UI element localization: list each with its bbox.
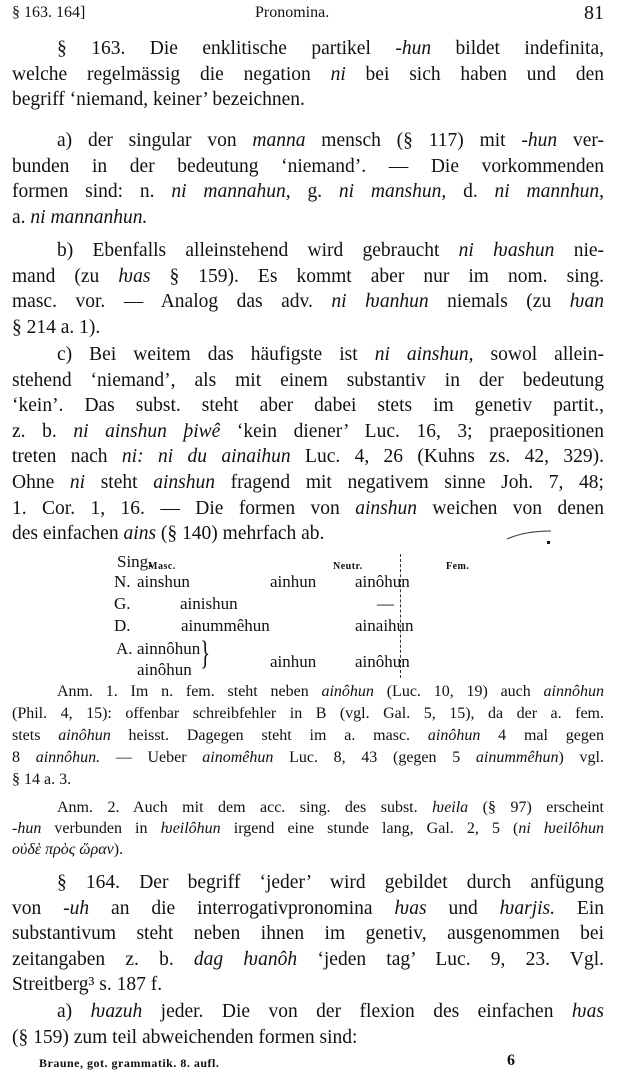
text-line [12,947,604,973]
text-run: an die interrogativpronomina [89,897,395,919]
text-run: Streitberg³ s. 187 f. [12,974,163,996]
text-line [12,972,604,998]
text-line [12,747,604,769]
paragraph-163-b [12,238,604,340]
header-section-range: § 163. 164] [12,4,86,21]
text-run: 4 mal gegen [480,727,605,744]
text-run: mand (zu [12,265,119,287]
text-run: § 164. Der begriff ‘jeder’ wird gebildet durch anfügung [57,872,604,893]
text-run: treten nach [12,446,122,468]
text-line [12,681,604,703]
note-anm-1 [12,681,604,791]
table-header-fem: Fem. [446,561,470,572]
text-run: § 214 a. 1). [12,316,101,338]
italic-term: manna [252,130,306,151]
table-cell: ainaihun [355,616,414,635]
italic-term: ni [69,471,86,493]
table-cell: ainôhun [137,660,192,679]
text-run: heisst. Dagegen steht im a. masc. [110,727,428,744]
text-run: steht [85,471,154,493]
text-line [12,264,604,290]
italic-term: ni mannhun, [494,181,605,203]
italic-term: ni ainshun, [374,344,474,365]
text-run: Luc. 8, 43 (gegen 5 [273,749,476,766]
declension-table [0,552,624,678]
text-run: ) vgl. [558,749,605,766]
italic-term: ni [330,63,346,85]
paragraph-164-a [12,999,604,1050]
case-label: D. [114,616,131,635]
footer-signature: Braune, got. grammatik. 8. aufl. [39,1056,220,1070]
text-line [12,896,604,922]
text-line [12,342,604,368]
italic-term: οὐδὲ πρὸς ὥραν [12,841,114,858]
brace-mark: } [200,635,211,672]
text-line [12,870,604,896]
table-cell: ainôhun [355,572,410,591]
text-run: b) Ebenfalls alleinstehend wird gebraucht [57,240,459,261]
italic-term: ainôhun [427,727,481,744]
text-run: — Ueber [100,749,203,766]
table-cell: — [377,594,394,613]
table-cell: ainôhun [355,652,410,671]
text-run: (§ 97) erscheint [468,799,604,816]
text-run: Ohne [12,471,70,493]
text-run: a. [12,206,31,228]
text-line [12,769,604,791]
italic-term: ƕas [571,1001,604,1022]
text-run: begriff ‘niemand, keiner’ bezeichnen. [12,89,305,111]
text-run: irgend eine stunde lang, Gal. 2, 5 ( [220,820,519,837]
text-run: sowol allein- [473,344,604,365]
italic-term: ni mannanhun. [30,206,148,228]
italic-term: ni mannahun, [171,181,291,203]
text-run: a) [57,1001,91,1022]
text-run: § 163. Die enklitische partikel [57,38,396,59]
table-cell: ainummêhun [181,616,270,635]
text-run: fragend mit negativem sinne Joh. 7, 48; [214,471,604,493]
text-run: Luc. 4, 26 (Kuhns zs. 42, 329). [290,446,605,468]
italic-term: -hun [521,130,558,151]
italic-term: ni ƕashun [458,240,555,261]
table-cell: ainnôhun [137,639,201,658]
italic-term: ains [123,523,157,545]
italic-term: ainummêhun [475,749,559,766]
text-run: Ein [555,897,605,919]
text-run: Anm. 2. Auch mit dem acc. sing. des subst. [57,799,433,816]
italic-term: ainshun [153,471,215,493]
case-label: N. [114,572,131,591]
text-run: d. [446,181,495,203]
text-run: des einfachen [12,523,124,545]
italic-term: ainôhun [321,683,374,700]
text-run: von [12,897,64,919]
text-run: bildet indefinita, [431,38,604,59]
text-run: ‘kein diener’ Luc. 16, 3; praepositionen [220,420,604,442]
text-line [12,921,604,947]
italic-term: -hun [12,820,42,837]
italic-term: ƕas [118,265,151,287]
signature-number: 6 [507,1052,516,1069]
text-run: ‘jeden tag’ Luc. 9, 23. Vgl. [297,948,605,970]
text-line [12,179,604,205]
text-run: ). [113,841,124,858]
text-line [12,839,604,860]
italic-term: ni: ni du ainaihun [121,446,291,468]
text-run: substantivum steht neben ihnen im genetiv, ausgenommen bei [12,923,604,945]
text-run: ver- [557,130,604,151]
italic-term: dag ƕanôh [193,948,298,970]
text-run: niemals (zu [428,291,570,313]
text-run: c) Bei weitem das häufigste ist [57,344,375,365]
text-run: stets [12,727,59,744]
italic-term: ainôhun [58,727,111,744]
text-run: § 14 a. 3. [12,771,72,788]
italic-term: -uh [63,897,90,919]
text-run: 1. Cor. 1, 16. — Die formen von [12,497,356,519]
italic-term: ainomêhun [202,749,274,766]
text-run: (§ 140) mehrfach ab. [156,523,325,545]
text-run: bunden in der bedeutung ‘niemand’. — Die vorkommenden [12,155,604,177]
text-run: (Luc. 10, 19) auch [373,683,544,700]
text-run: und [426,897,500,919]
text-line [12,470,604,496]
table-header-masc: Masc. [148,561,176,572]
table-cell: ainshun [137,572,190,591]
italic-term: ƕan [569,291,604,313]
text-line [12,87,604,113]
italic-term: ƕazuh [90,1001,143,1022]
text-line [12,368,604,394]
table-cell: ainhun [270,572,317,591]
text-line [12,238,604,264]
case-label: G. [114,594,131,613]
text-line [12,419,604,445]
text-run: verbunden in [41,820,161,837]
text-run: masc. vor. — Analog das adv. [12,291,332,313]
text-line [12,154,604,180]
text-line [12,62,604,88]
text-run: stehend ‘niemand’, als mit einem substantiv in der bedeutung [12,369,604,391]
text-run: mensch (§ 117) mit [305,130,522,151]
paragraph-section-164 [12,870,604,998]
page-number: 81 [584,2,604,24]
text-run: Anm. 1. Im n. fem. steht neben [57,683,322,700]
text-line [12,818,604,839]
table-header-neutr: Neutr. [333,561,363,572]
text-line [12,393,604,419]
stray-pen-mark [505,527,555,547]
text-line [12,703,604,725]
text-run: ‘kein’. Das subst. steht aber dabei stets im genetiv partit., [12,395,604,417]
text-line [12,315,604,341]
text-line [12,444,604,470]
text-run: formen sind: n. [12,181,172,203]
text-line [12,496,604,522]
paragraph-163-c [12,342,604,547]
italic-term: ainnôhun [543,683,604,700]
italic-term: ƕas [394,897,427,919]
text-run: z. b. [12,420,74,442]
text-run: nie- [554,240,605,261]
text-run: bei sich haben und den [345,63,605,85]
paragraph-section-163 [12,36,604,113]
text-line [12,1025,604,1051]
case-label: A. [116,639,133,658]
text-run: jeder. Die von der flexion des einfachen [142,1001,572,1022]
italic-term: -hun [395,38,432,59]
table-sing-label: Sing. [117,552,153,571]
table-cell: ainishun [180,594,238,613]
italic-term: ni ainshun þiwê [73,420,221,442]
italic-term: ainnôhun. [35,749,101,766]
text-run: (Phil. 4, 15): offenbar schreibfehler in B (vgl. Gal. 5, 15), da der a. fem. [12,705,604,722]
text-line [12,36,604,62]
text-line [12,725,604,747]
text-run: § 159). Es kommt aber nur im nom. sing. [150,265,604,287]
italic-term: ƕeilôhun [160,820,221,837]
text-run: zeitangaben z. b. [12,948,194,970]
text-run: welche regelmässig die negation [12,63,331,85]
running-header [12,4,604,24]
text-line [12,999,604,1025]
table-cell: ainhun [270,652,317,671]
italic-term: ni ƕanhun [331,291,429,313]
text-line [12,205,604,231]
text-line [12,289,604,315]
text-line [12,797,604,818]
text-run: weichen von denen [416,497,605,519]
italic-term: ainshun [355,497,417,519]
text-run: g. [290,181,339,203]
text-line [12,128,604,154]
text-run: 8 [12,749,36,766]
italic-term: ni ƕeilôhun [518,820,605,837]
italic-term: ƕarjis. [499,897,556,919]
header-title: Pronomina. [255,4,330,21]
note-anm-2 [12,797,604,860]
italic-term: ƕeila [432,799,469,816]
italic-term: ni manshun, [338,181,447,203]
paragraph-163-a [12,128,604,230]
text-run: a) der singular von [57,130,253,151]
text-run: (§ 159) zum teil abweichenden formen sind: [12,1026,358,1048]
